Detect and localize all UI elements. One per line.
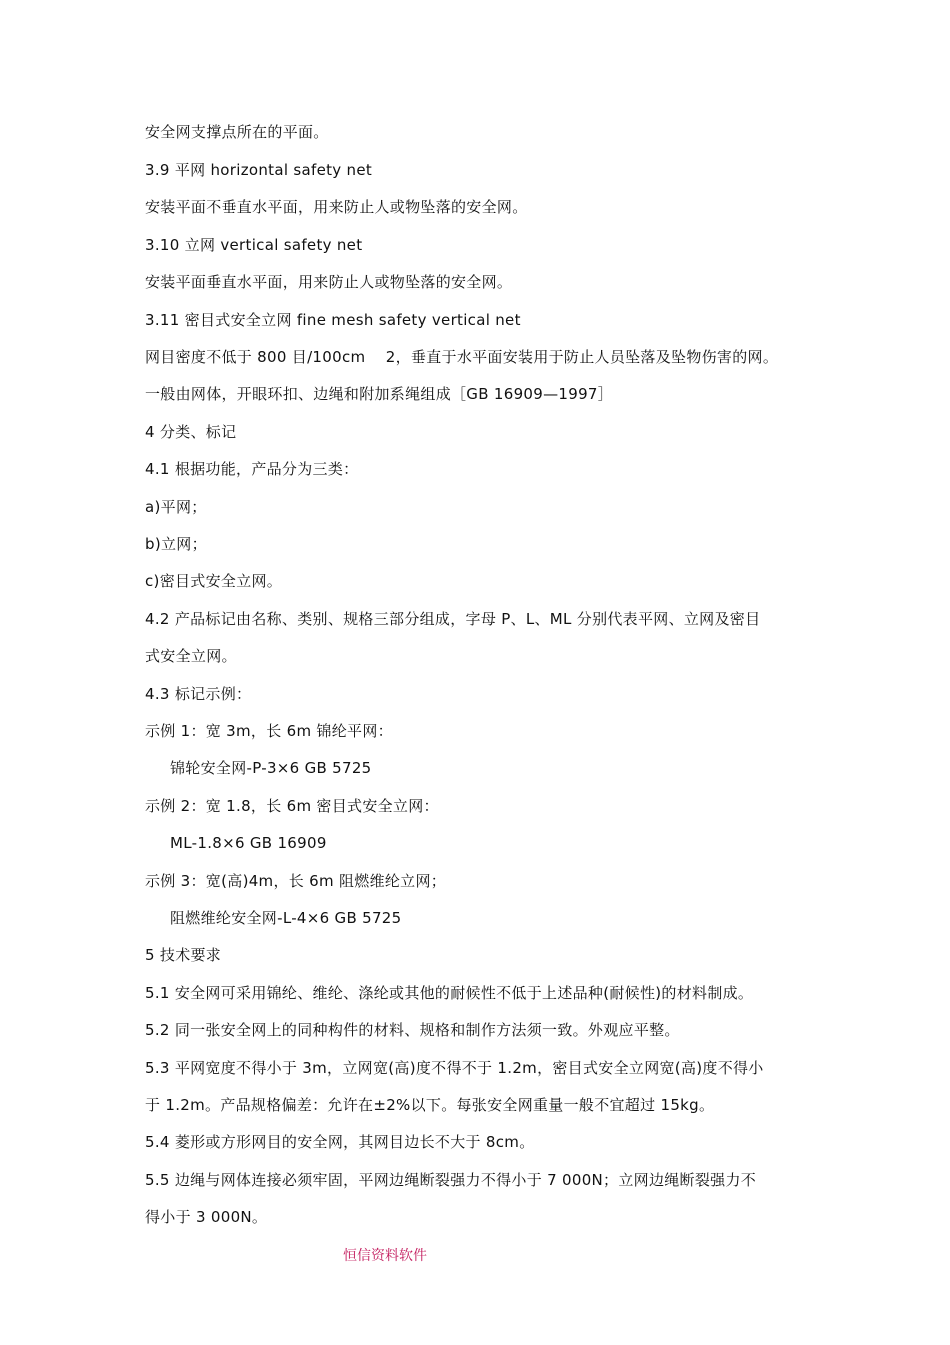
text-line: 得小于 3 000N。: [145, 1208, 268, 1226]
list-item: b)立网；: [145, 535, 207, 553]
list-item: a)平网；: [145, 498, 207, 516]
list-item: c)密目式安全立网。: [145, 572, 283, 590]
text-line: 式安全立网。: [145, 647, 237, 665]
footer-watermark: 恒信资料软件: [343, 1248, 427, 1264]
text-line: 网目密度不低于 800 目/100cm 2，垂直于水平面安装用于防止人员坠落及坠物伤害的网。: [145, 348, 779, 366]
text-line: 5.1 安全网可采用锦纶、维纶、涤纶或其他的耐候性不低于上述品种(耐候性)的材料制成。: [145, 984, 754, 1002]
section-heading: 3.11 密目式安全立网 fine mesh safety vertical net: [145, 311, 521, 329]
section-heading: 4 分类、标记: [145, 423, 237, 441]
text-line: 5.4 菱形或方形网目的安全网，其网目边长不大于 8cm。: [145, 1133, 535, 1151]
text-line: 4.2 产品标记由名称、类别、规格三部分组成，字母 P、L、ML 分别代表平网、立网及密目: [145, 610, 761, 628]
text-line: 安装平面垂直水平面，用来防止人或物坠落的安全网。: [145, 273, 513, 291]
text-line: 一般由网体，开眼环扣、边绳和附加系绳组成［GB 16909—1997］: [145, 385, 614, 403]
text-line: 安装平面不垂直水平面，用来防止人或物坠落的安全网。: [145, 198, 528, 216]
example-line: 示例 3：宽(高)4m，长 6m 阻燃维纶立网；: [145, 872, 447, 890]
text-line: 5.5 边绳与网体连接必须牢固，平网边绳断裂强力不得小于 7 000N；立网边绳断裂强力不: [145, 1171, 757, 1189]
section-heading: 3.10 立网 vertical safety net: [145, 236, 363, 254]
text-line: 4.3 标记示例：: [145, 685, 252, 703]
text-line: 安全网支撑点所在的平面。: [145, 123, 329, 141]
example-code: 锦轮安全网-P-3×6 GB 5725: [170, 759, 372, 777]
section-heading: 5 技术要求: [145, 946, 222, 964]
example-code: 阻燃维纶安全网-L-4×6 GB 5725: [170, 909, 402, 927]
text-line: 5.3 平网宽度不得小于 3m，立网宽(高)度不得不于 1.2m，密目式安全立网宽(高)度不得小: [145, 1059, 764, 1077]
text-line: 4.1 根据功能，产品分为三类：: [145, 460, 359, 478]
section-heading: 3.9 平网 horizontal safety net: [145, 161, 373, 179]
example-line: 示例 1：宽 3m，长 6m 锦纶平网：: [145, 722, 393, 740]
text-line: 于 1.2m。产品规格偏差：允许在±2%以下。每张安全网重量一般不宜超过 15kg。: [145, 1096, 715, 1114]
example-line: 示例 2：宽 1.8，长 6m 密目式安全立网：: [145, 797, 439, 815]
text-line: 5.2 同一张安全网上的同种构件的材料、规格和制作方法须一致。外观应平整。: [145, 1021, 680, 1039]
example-code: ML-1.8×6 GB 16909: [170, 834, 327, 852]
